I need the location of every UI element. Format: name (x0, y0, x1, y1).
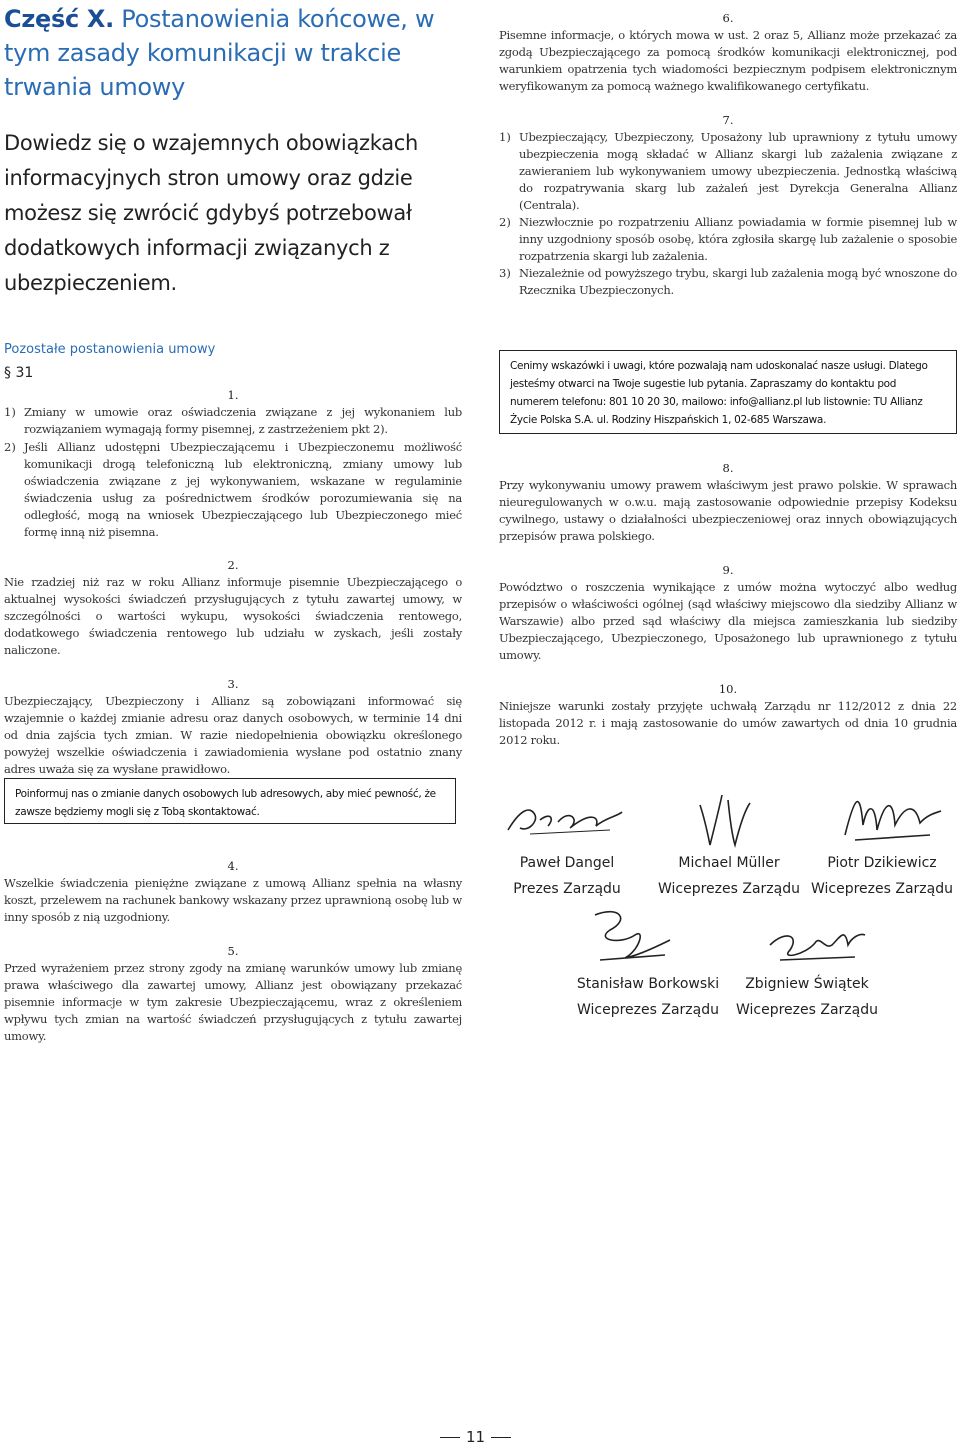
point-text-4: Wszelkie świadczenia pieniężne związane z umową Allianz spełnia na własny koszt, przelewem na rachunek bankowy wskazany przez uprawnioną osobę lub w inny sposób z nią uzgodniony. (4, 876, 462, 924)
signature-image (760, 915, 870, 970)
point-text-3: Ubezpieczający, Ubezpieczony i Allianz są zobowiązani informować się wzajemnie o każdej zmianie adresu oraz danych osobowych, w terminie 14 dni od dnia zajścia tych zmian. W razie niedopełnienia obowiązku określonego powyżej wszelkie oświadczenia i zawiadomienia wysłane pod ostatnio znany adres uważa się za wysłane prawidłowo. (4, 694, 462, 776)
point-number-7: 7. (722, 113, 734, 127)
list-item (499, 214, 957, 265)
point-text-9: Powództwo o roszczenia wynikające z umów można wytoczyć albo według przepisów o właściwości ogólnej (sąd właściwy miejscowo dla siedziby Allianz w Warszawie) albo przed sąd właściwy dla miejsca zamieszkania lub siedziby Ubezpieczającego, Ubezpieczonego, Uposażonego lub uprawnionego z tytułu umowy. (499, 580, 957, 662)
signatory-name: Stanisław Borkowski (576, 976, 720, 992)
list-item-text: Zmiany w umowie oraz oświadczenia związane z jej wykonaniem lub rozwiązaniem wymagają formy pisemnej, z zastrzeżeniem pkt 2). (24, 405, 462, 436)
point-number-4: 4. (227, 859, 239, 873)
signature-block (728, 971, 886, 1023)
page-number (440, 1428, 511, 1446)
page-number-value: 11 (466, 1428, 486, 1446)
signature-image (690, 785, 770, 855)
list-item (499, 129, 957, 214)
right-column-lower (499, 460, 957, 749)
notice-box-contact (499, 350, 957, 434)
point-number-10: 10. (718, 682, 738, 696)
point-number-9: 9. (722, 563, 734, 577)
list-item-label: 1) (4, 405, 16, 419)
point-text-2: Nie rzadziej niż raz w roku Allianz informuje pisemnie Ubezpieczającego o aktualnej wysokości świadczeń przysługujących z tytułu zawartej umowy, w szczególności o wartości wykupu, wysokości świadczenia rentowego, dodatkowego świadczenia rentowego lub udziału w zyskach, jeśli zostały naliczone. (4, 575, 462, 657)
signatory-role: Wiceprezes Zarządu (810, 881, 953, 897)
list-item-label: 1) (499, 130, 511, 144)
paragraph-number: § 31 (4, 365, 34, 381)
notice-box-text: Cenimy wskazówki i uwagi, które pozwalają nam udoskonalać nasze usługi. Dlatego jesteśmy otwarci na Twoje sugestie lub pytania. Zapraszamy do kontaktu pod numerem telefonu: 801 10 20 30, mailowo: info@allianz.pl lub listownie: TU Allianz Życie Polska S.A. ul. Rodziny Hiszpańskich 1, 02-685 Warszawa. (510, 360, 928, 426)
list-item (4, 404, 462, 438)
page-number-rule (491, 1437, 511, 1438)
signature-block (806, 850, 958, 902)
signature-block (650, 850, 808, 902)
signatory-role: Wiceprezes Zarządu (735, 1002, 878, 1018)
signature-image (500, 790, 630, 850)
list-item-label: 3) (499, 266, 511, 280)
point-number-8: 8. (722, 461, 734, 475)
list-item-label: 2) (499, 215, 511, 229)
section-title-lead: Część X. (4, 5, 114, 33)
page-number-rule (440, 1437, 460, 1438)
signatory-role: Prezes Zarządu (513, 881, 621, 897)
point-number-6: 6. (722, 11, 734, 25)
signatory-name: Piotr Dzikiewicz (827, 855, 937, 871)
section-title-rest: Postanowienia końcowe, w tym zasady komunikacji w trakcie trwania umowy (4, 5, 435, 101)
list-item-label: 2) (4, 440, 16, 454)
left-column-lower (4, 858, 462, 1045)
point-text-6: Pisemne informacje, o których mowa w ust. 2 oraz 5, Allianz może przekazać za zgodą Ubezpieczającego za pomocą środków komunikacji elektronicznej, pod warunkiem opatrzenia tych wiadomości bezpiecznym podpisem elektronicznym weryfikowanym za pomocą ważnego kwalifikowanego certyfikatu. (499, 28, 957, 93)
signatory-role: Wiceprezes Zarządu (576, 1002, 719, 1018)
signatory-role: Wiceprezes Zarządu (657, 881, 800, 897)
left-column (4, 2, 462, 778)
point-number-3: 3. (227, 677, 239, 691)
signatory-name: Paweł Dangel (519, 855, 615, 871)
subsection-name: Pozostałe postanowienia umowy (4, 342, 216, 357)
list-item (4, 439, 462, 541)
point-text-5: Przed wyrażeniem przez strony zgody na zmianę warunków umowy lub zmianę prawa właściwego dla zawartej umowy, Allianz jest obowiązany przekazać pisemnie informacje w tym zakresie Ubezpieczającemu, wraz z określeniem wpływu tych zmian na wartość świadczeń przysługujących z tytułu zawartej umowy. (4, 961, 462, 1043)
point-number-1: 1. (227, 388, 239, 402)
signatory-name: Michael Müller (678, 855, 780, 871)
right-column (499, 10, 957, 299)
signatory-name: Zbigniew Świątek (745, 976, 869, 992)
signature-image (835, 785, 945, 855)
section-title (4, 2, 462, 104)
point-number-5: 5. (227, 944, 239, 958)
point-text-8: Przy wykonywaniu umowy prawem właściwym jest prawo polskie. W sprawach nieuregulowanych w o.w.u. mają zastosowanie odpowiednie przepisy Kodeksu cywilnego, ustawy o działalności ubezpieczeniowej oraz innych obowiązujących przepisów prawa polskiego. (499, 478, 957, 543)
point-number-2: 2. (227, 558, 239, 572)
notice-box-text: Poinformuj nas o zmianie danych osobowych lub adresowych, aby mieć pewność, że zawsze będziemy mogli się z Tobą skontaktować. (15, 788, 436, 818)
signature-image (580, 900, 680, 970)
point-text-10: Niniejsze warunki zostały przyjęte uchwałą Zarządu nr 112/2012 z dnia 22 listopada 2012 r. i mają zastosowanie do umów zawartych od dnia 10 grudnia 2012 roku. (499, 699, 957, 747)
signature-block (492, 850, 642, 902)
list-item-text: Niezwłocznie po rozpatrzeniu Allianz powiadamia w formie pisemnej lub w inny uzgodniony sposób osobę, która zgłosiła skargę lub zażalenie o sposobie rozpatrzenia skargi lub zażalenia. (519, 215, 957, 263)
list-item-text: Jeśli Allianz udostępni Ubezpieczającemu i Ubezpieczonemu możliwość komunikacji drogą telefoniczną lub elektroniczną, zmiany umowy lub oświadczenia związane z jej wykonywaniem, wskazane w regulaminie świadczenia usług za pośrednictwem środków porozumiewania się na odległość, mogą na wniosek Ubezpieczającego lub Ubezpieczonego mieć formę inną niż pisemna. (24, 440, 462, 539)
list-item (499, 265, 957, 299)
signature-block (568, 971, 728, 1023)
list-item-text: Niezależnie od powyższego trybu, skargi lub zażalenia mogą być wnoszone do Rzecznika Ubezpieczonych. (519, 266, 957, 297)
list-item-text: Ubezpieczający, Ubezpieczony, Uposażony lub uprawniony z tytułu umowy ubezpieczenia mogą składać w Allianz skargi lub zażalenia związane z zawieraniem lub wykonywaniem umowy ubezpieczenia. Jednostką właściwą do rozpatrywania skarg lub zażaleń jest Dyrekcja Generalna Allianz (Centrala). (519, 130, 957, 212)
notice-box-personal-data (4, 778, 456, 824)
section-intro: Dowiedz się o wzajemnych obowiązkach informacyjnych stron umowy oraz gdzie możesz się zwrócić gdybyś potrzebował dodatkowych informacji związanych z ubezpieczeniem. (4, 131, 419, 295)
